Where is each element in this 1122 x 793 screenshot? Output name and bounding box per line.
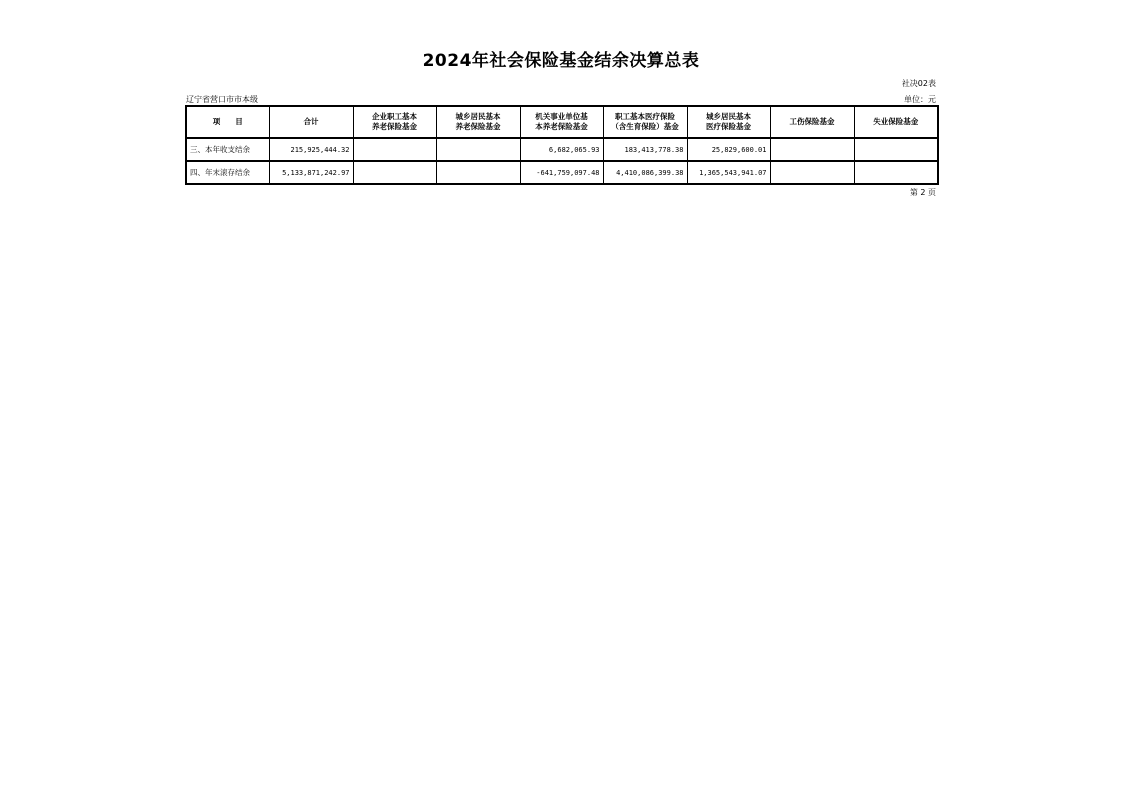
table-row [186, 161, 938, 184]
cell-resident-medical: 25,829,600.01 [687, 138, 770, 161]
settlement-table [185, 105, 939, 185]
document-title: 2024年社会保险基金结余决算总表 [422, 51, 700, 71]
row-label: 三、本年收支结余 [186, 138, 269, 161]
header-total: 合计 [269, 106, 353, 138]
header-institution-pension: 机关事业单位基 本养老保险基金 [520, 106, 603, 138]
cell-employee-medical: 4,410,086,399.38 [603, 161, 687, 184]
header-employee-medical: 职工基本医疗保险 （含生育保险）基金 [603, 106, 687, 138]
cell-unemployment [854, 161, 938, 184]
header-resident-pension: 城乡居民基本 养老保险基金 [436, 106, 520, 138]
region-label: 辽宁省营口市市本级 [186, 95, 258, 104]
page-number: 第 2 页 [909, 188, 936, 197]
header-work-injury: 工伤保险基金 [770, 106, 854, 138]
cell-work-injury [770, 161, 854, 184]
cell-enterprise-pension [353, 161, 436, 184]
row-label: 四、年末滚存结余 [186, 161, 269, 184]
unit-label: 单位：元 [904, 95, 936, 104]
cell-work-injury [770, 138, 854, 161]
cell-total: 215,925,444.32 [269, 138, 353, 161]
cell-employee-medical: 183,413,778.38 [603, 138, 687, 161]
form-code: 社决02表 [901, 79, 936, 88]
header-item: 项 目 [186, 106, 269, 138]
cell-unemployment [854, 138, 938, 161]
cell-institution-pension: -641,759,097.48 [520, 161, 603, 184]
header-unemployment: 失业保险基金 [854, 106, 938, 138]
cell-institution-pension: 6,682,065.93 [520, 138, 603, 161]
cell-enterprise-pension [353, 138, 436, 161]
table-header-row [186, 106, 938, 138]
cell-resident-medical: 1,365,543,941.07 [687, 161, 770, 184]
cell-resident-pension [436, 138, 520, 161]
cell-resident-pension [436, 161, 520, 184]
cell-total: 5,133,871,242.97 [269, 161, 353, 184]
table-row [186, 138, 938, 161]
header-resident-medical: 城乡居民基本 医疗保险基金 [687, 106, 770, 138]
header-enterprise-pension: 企业职工基本 养老保险基金 [353, 106, 436, 138]
